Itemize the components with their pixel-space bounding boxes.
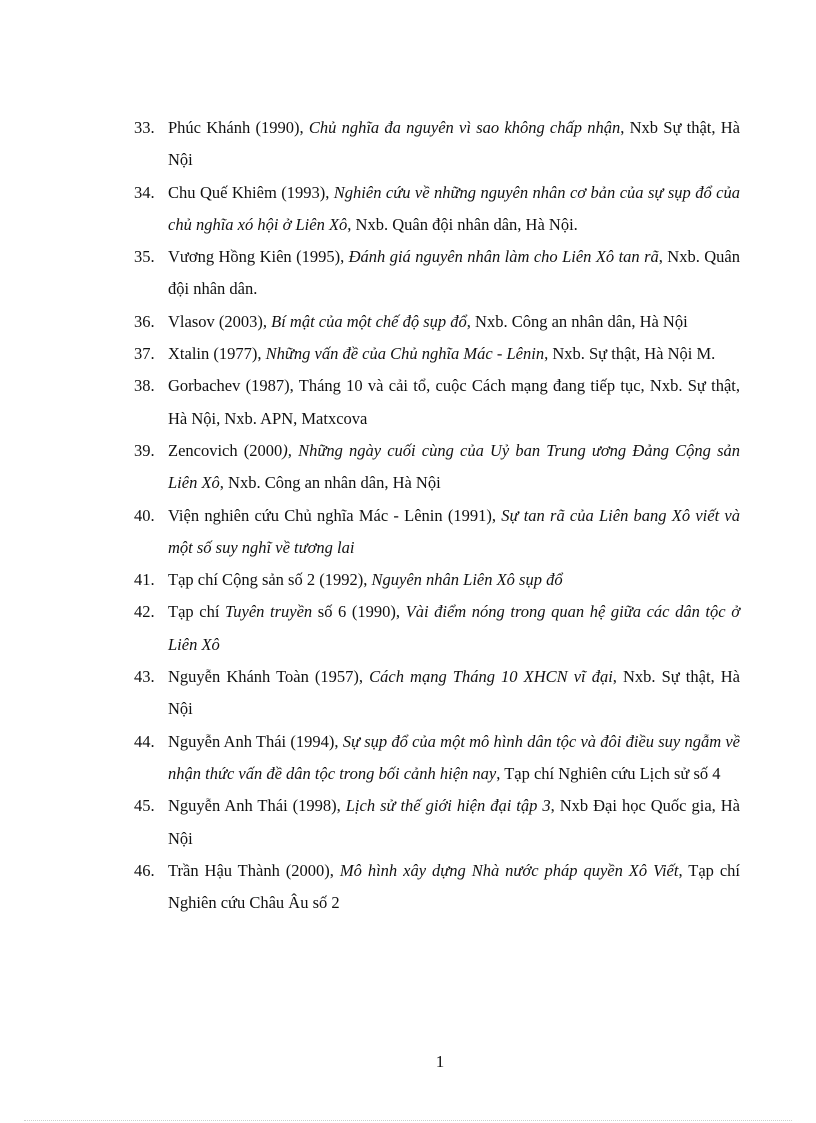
reference-item — [134, 241, 740, 306]
reference-number: 45. — [134, 796, 155, 816]
reference-number: 40. — [134, 505, 155, 525]
reference-number: 36. — [134, 311, 155, 331]
reference-item — [134, 726, 740, 791]
reference-number: 44. — [134, 731, 155, 751]
reference-item — [134, 500, 740, 565]
reference-publisher: , Nxb. Quân đội nhân dân, Hà Nội. — [347, 214, 578, 234]
reference-title: Bí mật của một chế độ sụp đổ — [271, 311, 467, 331]
reference-author-year: Vương Hồng Kiên (1995), — [168, 247, 349, 267]
reference-author-year: Phúc Khánh (1990), — [168, 118, 309, 137]
reference-publisher: , Nxb. Quân đội nhân dân. — [168, 247, 741, 299]
reference-author-year: Tạp chí — [168, 602, 226, 622]
reference-publisher: , Nxb. Sự thật, Hà Nội M. — [544, 344, 716, 364]
reference-number: 35. — [134, 247, 155, 267]
reference-item — [134, 338, 740, 370]
reference-number: 33. — [134, 118, 155, 137]
reference-item — [134, 564, 740, 596]
reference-author-year: Zencovich (2000 — [168, 440, 283, 460]
reference-author-year: Nguyễn Anh Thái (1994), — [168, 731, 343, 751]
reference-text: Gorbachev (1987), Tháng 10 và cải tổ, cuộc Cách mạng đang tiếp tục, Nxb. Sự thật, Hà Nội, Nxb. APN, Matxcova — [168, 376, 740, 428]
reference-publisher: , Nxb. Công an nhân dân, Hà Nội — [466, 311, 688, 331]
page-number: 1 — [435, 1052, 445, 1071]
reference-author-year: Viện nghiên cứu Chủ nghĩa Mác - Lênin (1991), — [168, 505, 502, 525]
reference-item — [134, 370, 740, 435]
reference-list — [134, 112, 740, 919]
reference-item — [134, 177, 740, 242]
reference-title: Những vấn đề của Chủ nghĩa Mác - Lênin — [265, 344, 545, 364]
reference-journal: Tuyên truyền — [225, 602, 313, 622]
reference-title: Sự tan rã của Liên bang Xô viết và một số suy nghĩ về tương lai — [168, 505, 740, 557]
reference-number: 41. — [134, 570, 155, 590]
reference-title: Sự sụp đổ của một mô hình dân tộc và đôi điều suy ngẫm về nhận thức vấn đề dân tộc trong bối cảnh hiện nay — [168, 731, 740, 783]
reference-title: Chủ nghĩa đa nguyên vì sao không chấp nhận — [308, 118, 621, 137]
reference-publisher: , Nxb. Sự thật, Hà Nội — [168, 667, 740, 719]
reference-title: Cách mạng Tháng 10 XHCN vĩ đại — [369, 667, 613, 687]
reference-item — [134, 855, 740, 920]
reference-item — [134, 112, 740, 177]
reference-item — [134, 596, 740, 661]
reference-title: Lịch sử thế giới hiện đại tập 3 — [345, 796, 551, 816]
reference-title: Vài điểm nóng trong quan hệ giữa các dân tộc ở Liên Xô — [168, 602, 740, 654]
reference-number: 42. — [134, 602, 155, 622]
reference-author-year: Vlasov (2003), — [168, 311, 272, 331]
page-bottom-divider — [24, 1120, 792, 1121]
reference-title: Nguyên nhân Liên Xô sụp đổ — [371, 570, 563, 590]
reference-number: 34. — [134, 182, 155, 202]
reference-publisher: , Nxb Đại học Quốc gia, Hà Nội — [168, 796, 740, 848]
reference-author-year: Tạp chí Cộng sản số 2 (1992), — [168, 570, 372, 590]
reference-item — [134, 306, 740, 338]
reference-publisher: , Nxb Sự thật, Hà Nội — [168, 118, 740, 170]
reference-title: Mô hình xây dựng Nhà nước pháp quyền Xô Viết — [339, 860, 679, 880]
reference-number: 43. — [134, 667, 155, 687]
reference-issue: số 6 (1990), — [312, 602, 406, 622]
reference-item — [134, 435, 740, 500]
reference-author-year: Nguyễn Khánh Toàn (1957), — [168, 667, 370, 687]
reference-author-year: Xtalin (1977), — [168, 344, 266, 364]
reference-publisher: , Nxb. Công an nhân dân, Hà Nội — [219, 473, 441, 493]
reference-author-year: Nguyễn Anh Thái (1998), — [168, 796, 346, 816]
reference-publisher: , Tạp chí Nghiên cứu Châu Âu số 2 — [168, 860, 741, 913]
reference-author-year: Chu Quế Khiêm (1993), — [168, 182, 334, 202]
reference-title: Đánh giá nguyên nhân làm cho Liên Xô tan rã — [348, 247, 659, 267]
reference-author-year: Trần Hậu Thành (2000), — [168, 860, 340, 880]
reference-item — [134, 661, 740, 726]
reference-number: 39. — [134, 440, 155, 460]
reference-item — [134, 790, 740, 855]
reference-title: Nghiên cứu về những nguyên nhân cơ bản của sự sụp đổ của chủ nghĩa xó hội ở Liên Xô — [168, 182, 740, 234]
reference-title: ), Những ngày cuối cùng của Uỷ ban Trung ương Đảng Cộng sản Liên Xô — [168, 440, 740, 493]
reference-number: 38. — [134, 376, 155, 396]
reference-publisher: , Tạp chí Nghiên cứu Lịch sử số 4 — [496, 763, 721, 783]
reference-number: 37. — [134, 344, 155, 364]
reference-number: 46. — [134, 860, 155, 880]
